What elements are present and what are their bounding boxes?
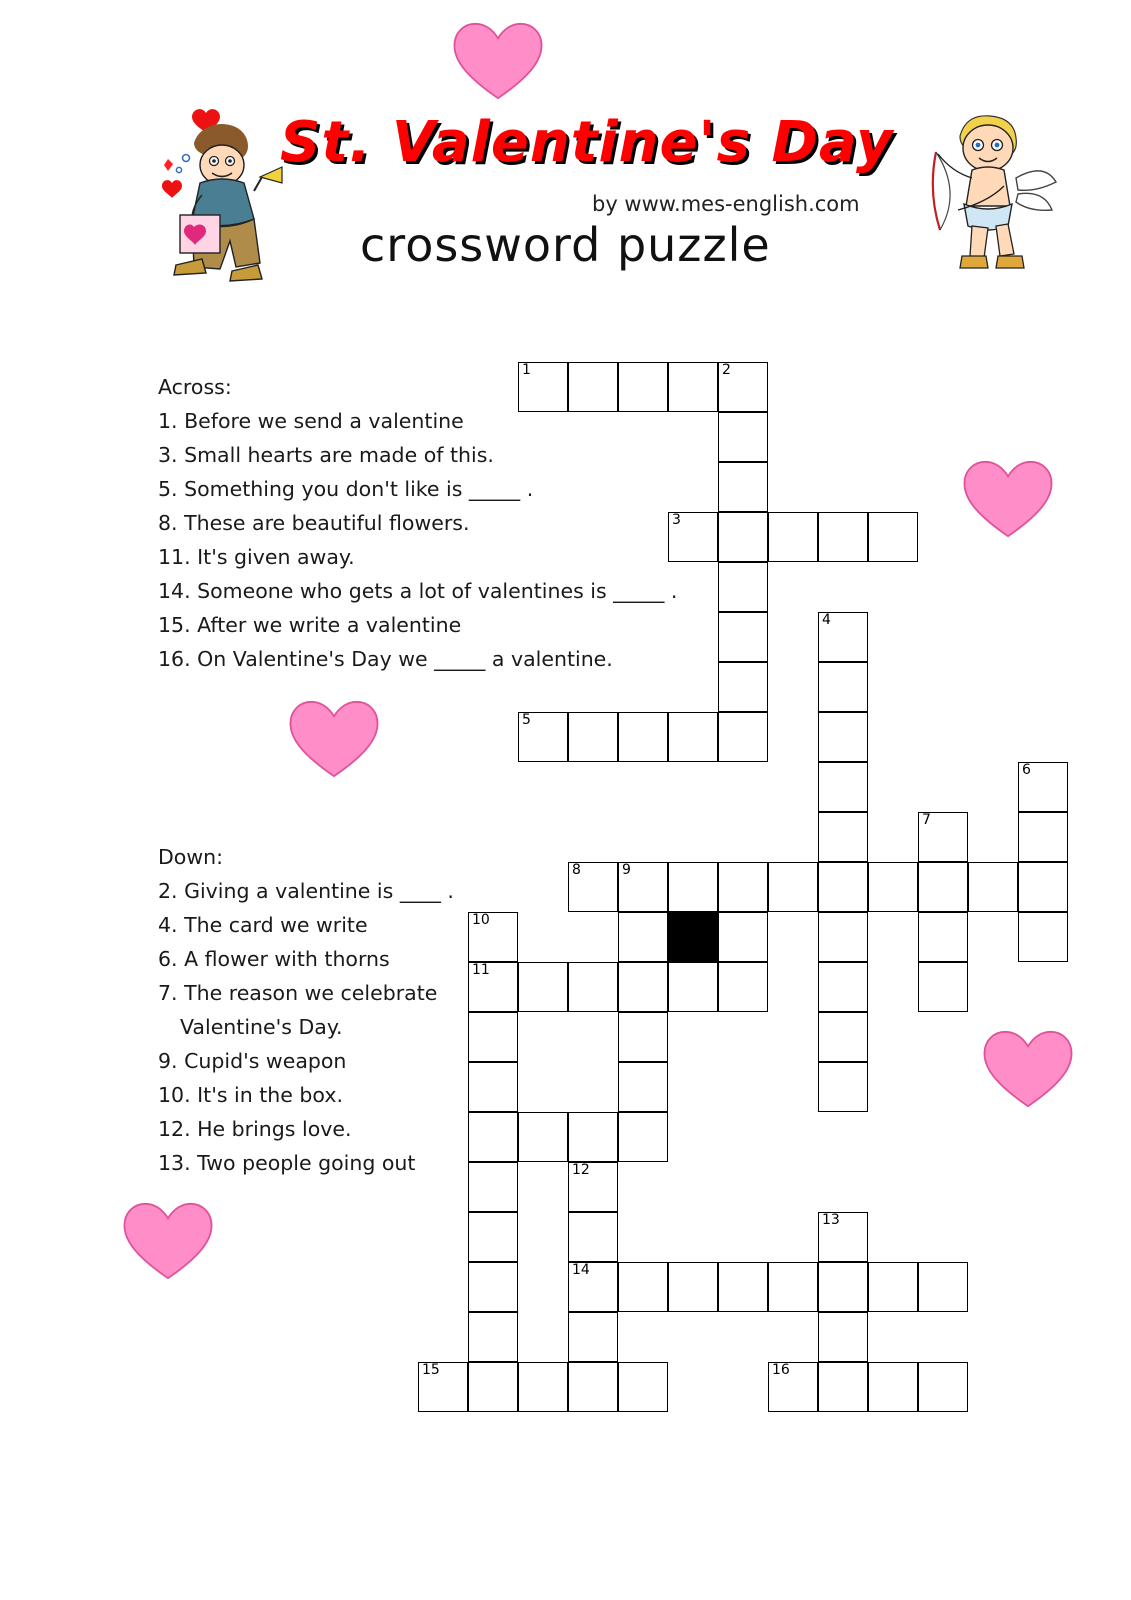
crossword-cell[interactable]: [668, 362, 718, 412]
crossword-cell[interactable]: [718, 712, 768, 762]
crossword-cell[interactable]: [618, 862, 668, 912]
crossword-cell[interactable]: [718, 962, 768, 1012]
cell-number: 14: [572, 1262, 590, 1278]
crossword-cell[interactable]: [568, 1112, 618, 1162]
crossword-cell[interactable]: [518, 962, 568, 1012]
crossword-cell[interactable]: [1018, 912, 1068, 962]
crossword-cell[interactable]: [718, 362, 768, 412]
crossword-cell[interactable]: [468, 1112, 518, 1162]
crossword-cell[interactable]: [718, 612, 768, 662]
crossword-cell[interactable]: [468, 1262, 518, 1312]
crossword-cell[interactable]: [668, 512, 718, 562]
crossword-cell[interactable]: [768, 1362, 818, 1412]
crossword-cell[interactable]: [818, 612, 868, 662]
cell-number: 4: [822, 612, 831, 628]
crossword-cell[interactable]: [918, 1262, 968, 1312]
crossword-cell[interactable]: [818, 962, 868, 1012]
crossword-cell[interactable]: [668, 962, 718, 1012]
crossword-cell[interactable]: [518, 362, 568, 412]
crossword-cell[interactable]: [1018, 762, 1068, 812]
across-clue-14: 14. Someone who gets a lot of valentines is _____ .: [158, 579, 678, 603]
crossword-cell[interactable]: [1018, 862, 1068, 912]
crossword-cell[interactable]: [968, 862, 1018, 912]
crossword-cell[interactable]: [818, 812, 868, 862]
crossword-cell[interactable]: [718, 912, 768, 962]
down-clue-4: 4. The card we write: [158, 913, 368, 937]
crossword-cell[interactable]: [818, 1312, 868, 1362]
crossword-cell[interactable]: [568, 1212, 618, 1262]
across-clue-15: 15. After we write a valentine: [158, 613, 462, 637]
byline: by www.mes-english.com: [592, 192, 860, 216]
crossword-cell[interactable]: [618, 1062, 668, 1112]
crossword-cell[interactable]: [568, 1362, 618, 1412]
crossword-cell[interactable]: [468, 1012, 518, 1062]
crossword-cell[interactable]: [818, 1262, 868, 1312]
crossword-cell[interactable]: [768, 512, 818, 562]
cell-number: 13: [822, 1212, 840, 1228]
across-clue-1: 1. Before we send a valentine: [158, 409, 464, 433]
crossword-cell[interactable]: [468, 1162, 518, 1212]
crossword-cell[interactable]: [818, 1362, 868, 1412]
crossword-cell[interactable]: [818, 662, 868, 712]
crossword-cell[interactable]: [718, 862, 768, 912]
across-clue-5: 5. Something you don't like is _____ .: [158, 477, 534, 501]
crossword-cell[interactable]: [468, 1362, 518, 1412]
across-clue-16: 16. On Valentine's Day we _____ a valentine.: [158, 647, 613, 671]
crossword-cell[interactable]: [568, 1312, 618, 1362]
crossword-cell[interactable]: [718, 662, 768, 712]
down-clue-7-continued: Valentine's Day.: [180, 1015, 343, 1039]
crossword-block: [668, 912, 718, 962]
crossword-cell[interactable]: [468, 1212, 518, 1262]
crossword-cell[interactable]: [918, 1362, 968, 1412]
cell-number: 10: [472, 912, 490, 928]
crossword-cell[interactable]: [768, 862, 818, 912]
cell-number: 2: [722, 362, 731, 378]
crossword-cell[interactable]: [618, 712, 668, 762]
down-clue-6: 6. A flower with thorns: [158, 947, 390, 971]
cell-number: 11: [472, 962, 490, 978]
crossword-cell[interactable]: [568, 712, 618, 762]
cell-number: 6: [1022, 762, 1031, 778]
crossword-cell[interactable]: [668, 862, 718, 912]
down-clue-12: 12. He brings love.: [158, 1117, 352, 1141]
crossword-cell[interactable]: [818, 1012, 868, 1062]
crossword-cell[interactable]: [818, 712, 868, 762]
down-heading: Down:: [158, 845, 223, 869]
crossword-cell[interactable]: [718, 562, 768, 612]
cell-number: 16: [772, 1362, 790, 1378]
cell-number: 5: [522, 712, 531, 728]
crossword-cell[interactable]: [718, 462, 768, 512]
crossword-cell[interactable]: [868, 512, 918, 562]
page-title: St. Valentine's Day: [280, 110, 894, 175]
crossword-cell[interactable]: [618, 962, 668, 1012]
crossword-cell[interactable]: [468, 1312, 518, 1362]
down-clue-9: 9. Cupid's weapon: [158, 1049, 347, 1073]
across-clue-3: 3. Small hearts are made of this.: [158, 443, 494, 467]
crossword-cell[interactable]: [818, 1212, 868, 1262]
cell-number: 7: [922, 812, 931, 828]
cell-number: 3: [672, 512, 681, 528]
crossword-cell[interactable]: [818, 762, 868, 812]
cell-number: 15: [422, 1362, 440, 1378]
crossword-cell[interactable]: [668, 1262, 718, 1312]
crossword-cell[interactable]: [918, 862, 968, 912]
down-clue-7: 7. The reason we celebrate: [158, 981, 438, 1005]
across-heading: Across:: [158, 375, 232, 399]
crossword-cell[interactable]: [568, 1262, 618, 1312]
crossword-cell[interactable]: [918, 812, 968, 862]
crossword-cell[interactable]: [768, 1262, 818, 1312]
crossword-cell[interactable]: [618, 1012, 668, 1062]
crossword-cell[interactable]: [718, 412, 768, 462]
crossword-cell[interactable]: [618, 1362, 668, 1412]
down-clue-2: 2. Giving a valentine is ____ .: [158, 879, 454, 903]
crossword-cell[interactable]: [868, 1362, 918, 1412]
crossword-cell[interactable]: [918, 912, 968, 962]
page-subtitle: crossword puzzle: [360, 218, 771, 272]
crossword-cell[interactable]: [618, 912, 668, 962]
cell-number: 8: [572, 862, 581, 878]
across-clue-11: 11. It's given away.: [158, 545, 355, 569]
crossword-cell[interactable]: [1018, 812, 1068, 862]
crossword-cell[interactable]: [868, 862, 918, 912]
crossword-cell[interactable]: [568, 862, 618, 912]
crossword-cell[interactable]: [818, 912, 868, 962]
crossword-cell[interactable]: [518, 712, 568, 762]
crossword-cell[interactable]: [818, 862, 868, 912]
crossword-cell[interactable]: [468, 912, 518, 962]
cell-number: 1: [522, 362, 531, 378]
crossword-cell[interactable]: [568, 1162, 618, 1212]
crossword-cell[interactable]: [818, 512, 868, 562]
crossword-cell[interactable]: [468, 962, 518, 1012]
down-clue-10: 10. It's in the box.: [158, 1083, 343, 1107]
cell-number: 9: [622, 862, 631, 878]
down-clue-13: 13. Two people going out: [158, 1151, 416, 1175]
crossword-cell[interactable]: [818, 1062, 868, 1112]
crossword-cell[interactable]: [618, 1112, 668, 1162]
crossword-cell[interactable]: [568, 362, 618, 412]
crossword-cell[interactable]: [518, 1112, 568, 1162]
crossword-cell[interactable]: [618, 362, 668, 412]
crossword-cell[interactable]: [518, 1362, 568, 1412]
crossword-cell[interactable]: [468, 1062, 518, 1112]
crossword-cell[interactable]: [718, 1262, 768, 1312]
cell-number: 12: [572, 1162, 590, 1178]
crossword-cell[interactable]: [668, 712, 718, 762]
crossword-cell[interactable]: [718, 512, 768, 562]
crossword-cell[interactable]: [418, 1362, 468, 1412]
across-clue-8: 8. These are beautiful flowers.: [158, 511, 470, 535]
crossword-cell[interactable]: [568, 962, 618, 1012]
crossword-cell[interactable]: [618, 1262, 668, 1312]
crossword-cell[interactable]: [918, 962, 968, 1012]
crossword-cell[interactable]: [868, 1262, 918, 1312]
